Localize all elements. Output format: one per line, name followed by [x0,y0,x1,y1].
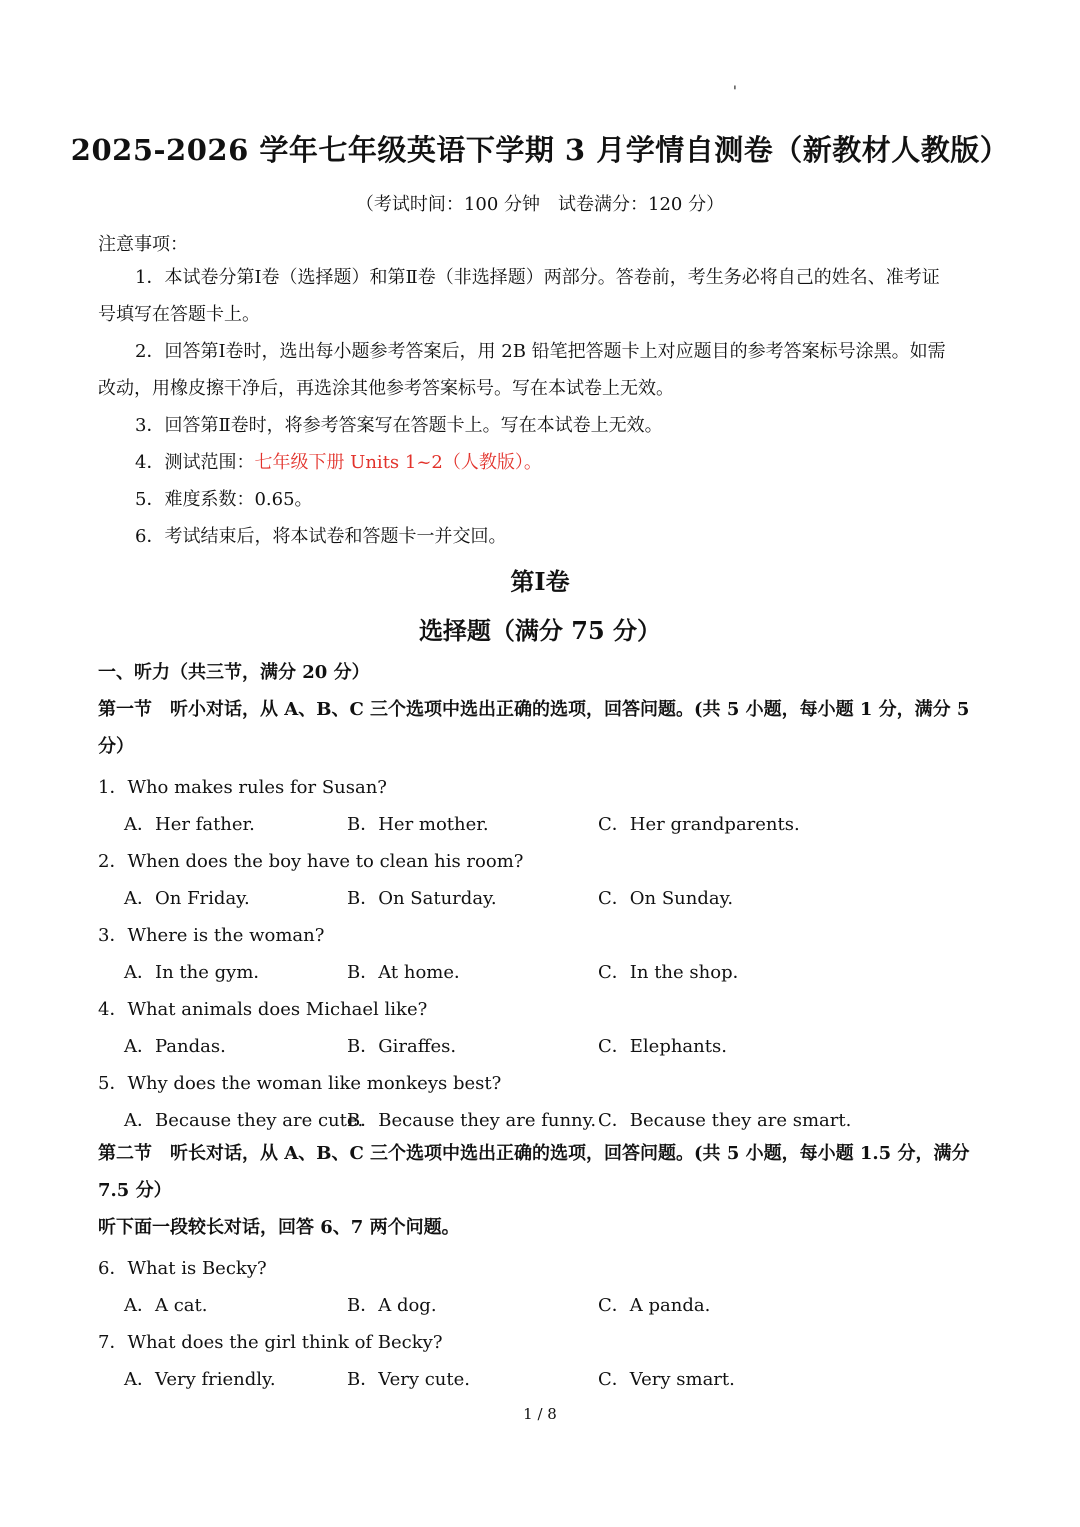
q5-option-b: B．Because they are funny. [347,1110,597,1131]
q5-option-c: C．Because they are smart. [598,1110,852,1131]
q7-option-a: A．Very friendly. [124,1369,276,1390]
q4-option-c: C．Elephants. [598,1036,727,1057]
notice-item-2-line1: 2．回答第Ⅰ卷时，选出每小题参考答案后，用 2B 铅笔把答题卡上对应题目的参考答案标号涂黑。如需 [135,341,946,362]
listening-section-1-line1: 第一节 听小对话，从 A、B、C 三个选项中选出正确的选项，回答问题。(共 5 小题，每小题 1 分，满分 5 [98,699,970,720]
stray-mark: ' [733,84,737,100]
q7-option-b: B．Very cute. [347,1369,471,1390]
question-1: 1．Who makes rules for Susan? [98,777,387,798]
notice-item-3-line1: 3．回答第Ⅱ卷时，将参考答案写在答题卡上。写在本试卷上无效。 [135,415,663,436]
q3-option-a: A．In the gym． [124,962,272,983]
listening-section-1 [98,691,988,765]
q1-option-c: C．Her grandparents. [598,814,800,835]
notice-item-1 [98,259,988,333]
q2-option-c: C．On Sunday. [598,888,734,909]
q3-option-b: B．At home． [347,962,473,983]
question-2: 2．When does the boy have to clean his room? [98,851,524,872]
notice-item-2-line2: 改动，用橡皮擦干净后，再选涂其他参考答案标号。写在本试卷上无效。 [98,378,674,399]
question-7: 7．What does the girl think of Becky? [98,1332,443,1353]
question-3: 3．Where is the woman? [98,925,325,946]
notice-item-6 [98,518,988,555]
listening-section-2-line1: 第二节 听长对话，从 A、B、C 三个选项中选出正确的选项，回答问题。(共 5 小题，每小题 1.5 分，满分 [98,1143,970,1164]
notice-item-6-line1: 6．考试结束后，将本试卷和答题卡一并交回。 [135,526,507,547]
notice-item-2 [98,333,988,407]
notice-heading: 注意事项： [98,234,188,255]
q4-option-a: A．Pandas. [124,1036,226,1057]
notice-item-5-line1: 5．难度系数：0.65。 [135,489,313,510]
listening-section-2-line2: 7.5 分） [98,1180,172,1201]
exam-info: （考试时间：100 分钟 试卷满分：120 分） [355,194,725,215]
q6-option-c: C．A panda. [598,1295,711,1316]
listening-instruction: 听下面一段较长对话，回答 6、7 两个问题。 [98,1217,460,1238]
question-5: 5．Why does the woman like monkeys best? [98,1073,502,1094]
page-number: 1 / 8 [523,1405,557,1423]
q6-option-b: B．A dog. [347,1295,437,1316]
q1-option-b: B．Her mother. [347,814,489,835]
test-scope: 七年级下册 Units 1~2（人教版）。 [254,452,542,473]
page-title: 2025-2026 学年七年级英语下学期 3 月学情自测卷（新教材人教版） [70,133,1010,167]
notice-item-5 [98,481,988,518]
listening-section-1-line2: 分） [98,736,134,757]
listening-heading: 一、听力（共三节，满分 20 分） [98,662,370,683]
notice-item-4 [98,444,988,481]
q5-option-a: A．Because they are cute. [124,1110,364,1131]
question-4: 4．What animals does Michael like? [98,999,428,1020]
volume-heading: 第Ⅰ卷 [510,567,570,596]
notice-item-1-line1: 1．本试卷分第Ⅰ卷（选择题）和第Ⅱ卷（非选择题）两部分。答卷前，考生务必将自己的姓名、准考证 [135,267,940,288]
q7-option-c: C．Very smart. [598,1369,735,1390]
notice-item-4-prefix: 4．测试范围： [135,452,255,473]
listening-section-2 [98,1135,988,1209]
q4-option-b: B．Giraffes. [347,1036,457,1057]
question-6: 6．What is Becky? [98,1258,267,1279]
notice-item-1-line2: 号填写在答题卡上。 [98,304,260,325]
q2-option-a: A．On Friday. [124,888,250,909]
notice-item-3 [98,407,988,444]
q3-option-c: C．In the shop． [598,962,751,983]
q1-option-a: A．Her father. [124,814,255,835]
q2-option-b: B．On Saturday. [347,888,497,909]
section-heading: 选择题（满分 75 分） [418,616,662,645]
q6-option-a: A．A cat. [124,1295,208,1316]
